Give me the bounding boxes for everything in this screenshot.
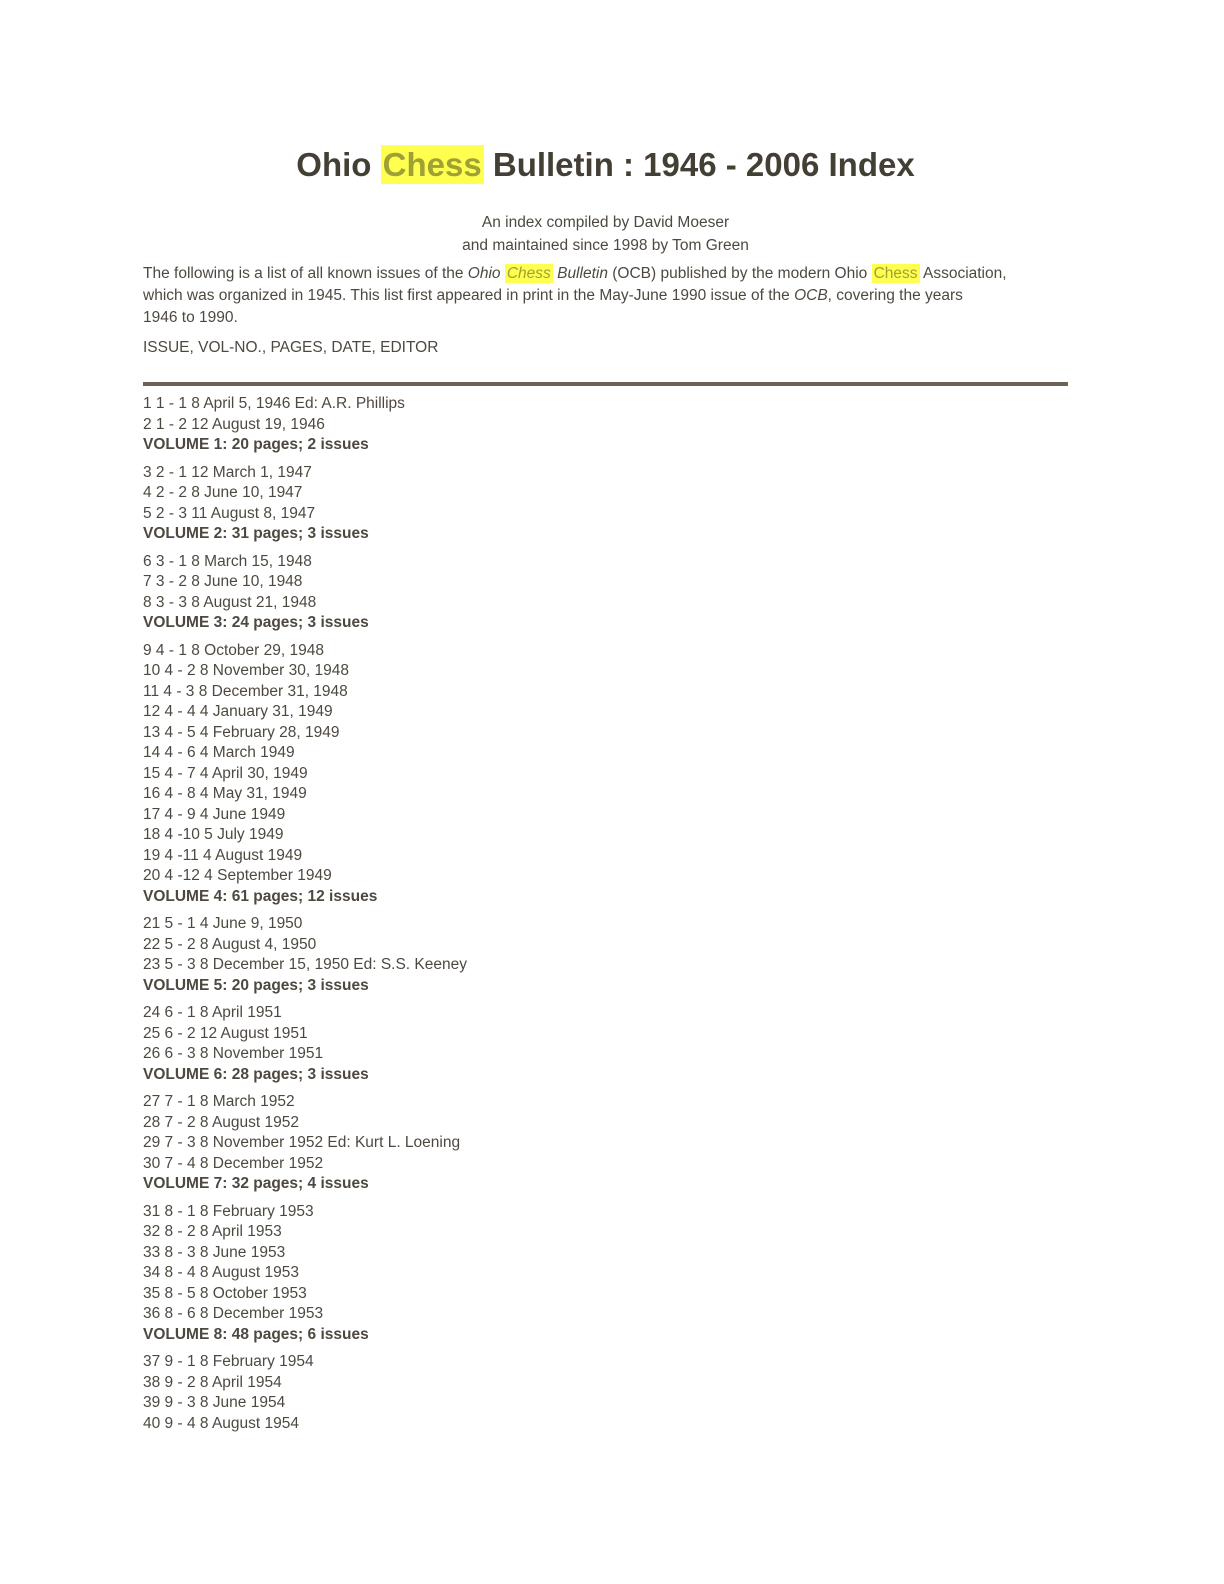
highlighted-term: Chess bbox=[506, 265, 551, 282]
volume-group bbox=[143, 1202, 1068, 1346]
index-entry: 7 3 - 2 8 June 10, 1948 bbox=[143, 573, 303, 590]
index-entry: 37 9 - 1 8 February 1954 bbox=[143, 1353, 314, 1370]
index-entry: 30 7 - 4 8 December 1952 bbox=[143, 1154, 324, 1172]
page-title bbox=[143, 146, 1068, 184]
index-entry: 5 2 - 3 11 August 8, 1947 bbox=[143, 504, 316, 522]
volume-summary: VOLUME 3: 24 pages; 3 issues bbox=[143, 614, 369, 631]
index-entry: 12 4 - 4 4 January 31, 1949 bbox=[143, 703, 333, 720]
text-segment: OCB bbox=[794, 287, 828, 304]
index-entry: 18 4 -10 5 July 1949 bbox=[143, 826, 284, 843]
volume-group bbox=[143, 1352, 1068, 1434]
text-segment: Ohio bbox=[296, 146, 381, 183]
volume-summary: VOLUME 1: 20 pages; 2 issues bbox=[143, 436, 369, 453]
volume-summary: VOLUME 7: 32 pages; 4 issues bbox=[143, 1175, 369, 1192]
index-entry: 22 5 - 2 8 August 4, 1950 bbox=[143, 935, 317, 953]
volume-group bbox=[143, 394, 1068, 456]
text-segment: which was organized in 1945. This list first appeared in print in the May-June 1990 issue of the bbox=[143, 287, 795, 304]
volume-group bbox=[143, 641, 1068, 908]
index-entry: 21 5 - 1 4 June 9, 1950 bbox=[143, 915, 303, 932]
byline-line-1: An index compiled by David Moeser bbox=[481, 214, 730, 231]
index-entry: 34 8 - 4 8 August 1953 bbox=[143, 1264, 299, 1281]
index-entry: 31 8 - 1 8 February 1953 bbox=[143, 1202, 314, 1220]
index-entry: 4 2 - 2 8 June 10, 1947 bbox=[143, 484, 303, 501]
highlighted-term: Chess bbox=[382, 146, 482, 183]
volume-group bbox=[143, 914, 1068, 996]
volume-group bbox=[143, 1092, 1068, 1195]
volume-summary: VOLUME 8: 48 pages; 6 issues bbox=[143, 1325, 369, 1343]
index-entry: 1 1 - 1 8 April 5, 1946 Ed: A.R. Phillips bbox=[143, 395, 405, 412]
index-entry: 24 6 - 1 8 April 1951 bbox=[143, 1004, 282, 1021]
text-segment: Ohio bbox=[467, 265, 505, 282]
text-segment: (OCB) published by the modern Ohio bbox=[607, 265, 872, 282]
index-entry: 3 2 - 1 12 March 1, 1947 bbox=[143, 463, 312, 481]
index-entry: 20 4 -12 4 September 1949 bbox=[143, 867, 332, 884]
intro-paragraph bbox=[143, 263, 1068, 329]
volume-summary: VOLUME 2: 31 pages; 3 issues bbox=[143, 525, 369, 542]
byline-line-2: and maintained since 1998 by Tom Green bbox=[462, 237, 749, 254]
index-entry: 40 9 - 4 8 August 1954 bbox=[143, 1414, 299, 1432]
byline bbox=[143, 211, 1068, 257]
index-entry: 32 8 - 2 8 April 1953 bbox=[143, 1223, 282, 1240]
index-entry: 38 9 - 2 8 April 1954 bbox=[143, 1373, 282, 1391]
column-legend: ISSUE, VOL-NO., PAGES, DATE, EDITOR bbox=[143, 339, 439, 356]
index-entry: 27 7 - 1 8 March 1952 bbox=[143, 1093, 295, 1110]
index-entry: 23 5 - 3 8 December 15, 1950 Ed: S.S. Keeney bbox=[143, 956, 467, 973]
text-segment: Association, bbox=[919, 265, 1007, 282]
divider-rule bbox=[143, 382, 1068, 386]
text-segment: 1946 to 1990. bbox=[143, 309, 238, 326]
text-segment: The following is a list of all known issues of the bbox=[143, 265, 468, 282]
issue-index-list bbox=[143, 394, 1068, 1434]
index-entry: 26 6 - 3 8 November 1951 bbox=[143, 1045, 324, 1062]
volume-group bbox=[143, 552, 1068, 634]
index-entry: 15 4 - 7 4 April 30, 1949 bbox=[143, 764, 308, 782]
text-segment: Bulletin bbox=[552, 265, 608, 282]
volume-summary: VOLUME 4: 61 pages; 12 issues bbox=[143, 887, 378, 905]
index-entry: 39 9 - 3 8 June 1954 bbox=[143, 1394, 286, 1411]
index-entry: 29 7 - 3 8 November 1952 Ed: Kurt L. Loening bbox=[143, 1134, 461, 1151]
text-segment: Bulletin : 1946 - 2006 Index bbox=[483, 146, 915, 183]
index-entry: 13 4 - 5 4 February 28, 1949 bbox=[143, 723, 340, 741]
index-entry: 14 4 - 6 4 March 1949 bbox=[143, 744, 295, 761]
volume-group bbox=[143, 1003, 1068, 1085]
volume-summary: VOLUME 6: 28 pages; 3 issues bbox=[143, 1065, 369, 1083]
index-entry: 11 4 - 3 8 December 31, 1948 bbox=[143, 682, 348, 700]
text-segment: , covering the years bbox=[827, 287, 963, 304]
index-entry: 17 4 - 9 4 June 1949 bbox=[143, 805, 286, 823]
index-entry: 6 3 - 1 8 March 15, 1948 bbox=[143, 552, 312, 570]
volume-group bbox=[143, 463, 1068, 545]
index-entry: 2 1 - 2 12 August 19, 1946 bbox=[143, 415, 325, 433]
index-entry: 19 4 -11 4 August 1949 bbox=[143, 846, 303, 864]
index-entry: 35 8 - 5 8 October 1953 bbox=[143, 1284, 307, 1302]
index-entry: 36 8 - 6 8 December 1953 bbox=[143, 1305, 324, 1322]
volume-summary: VOLUME 5: 20 pages; 3 issues bbox=[143, 976, 369, 994]
index-entry: 16 4 - 8 4 May 31, 1949 bbox=[143, 785, 307, 802]
index-entry: 25 6 - 2 12 August 1951 bbox=[143, 1024, 308, 1042]
index-entry: 8 3 - 3 8 August 21, 1948 bbox=[143, 593, 317, 611]
index-entry: 33 8 - 3 8 June 1953 bbox=[143, 1243, 286, 1261]
index-entry: 10 4 - 2 8 November 30, 1948 bbox=[143, 662, 349, 679]
highlighted-term: Chess bbox=[873, 265, 918, 282]
index-entry: 9 4 - 1 8 October 29, 1948 bbox=[143, 641, 324, 659]
index-entry: 28 7 - 2 8 August 1952 bbox=[143, 1113, 299, 1131]
